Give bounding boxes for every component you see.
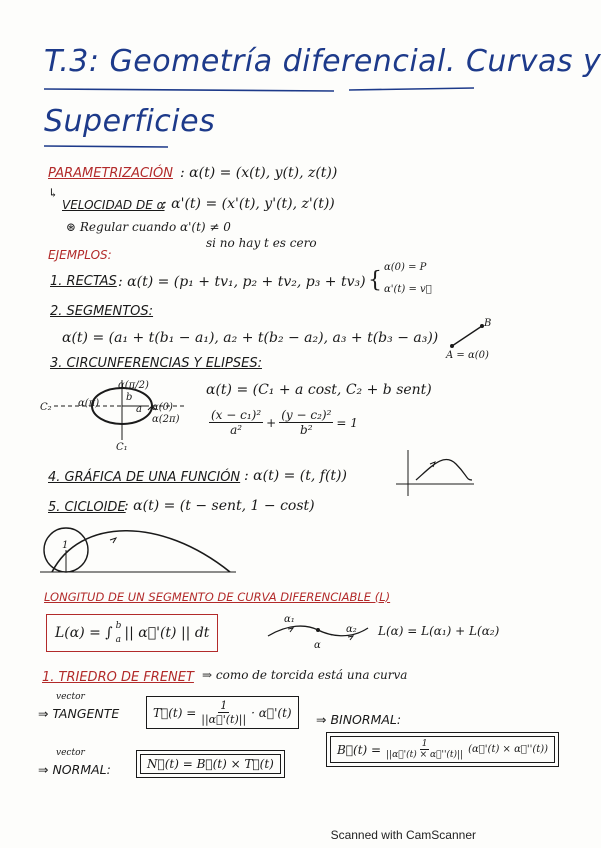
binormal-rhs: (α⃗'(t) × α⃗''(t)) — [468, 744, 549, 755]
longitud-formula-box — [46, 614, 218, 652]
tangente-num: 1 — [220, 699, 228, 712]
parametrizacion-formula: : α(t) = (x(t), y(t), z(t)) — [180, 165, 338, 181]
velocidad-formula: : α'(t) = (x'(t), y'(t), z'(t)) — [162, 196, 335, 212]
regular-note: si no hay t es cero — [206, 236, 317, 250]
ellipse-frac-1 — [209, 408, 263, 437]
scanner-watermark: Scanned with CamScanner — [330, 828, 476, 842]
grafica-formula: : α(t) = (t, f(t)) — [244, 468, 347, 484]
ejemplos-label: EJEMPLOS: — [48, 248, 112, 262]
segmentos-label-text: 2. SEGMENTOS: — [50, 304, 154, 319]
segment-point-b: B — [484, 318, 492, 329]
corner-arrow-icon: ↳ — [48, 186, 59, 200]
function-graph — [396, 450, 476, 498]
ellipse-label-right2: α(2π) — [152, 414, 180, 425]
page-title-line2: Superficies — [44, 104, 216, 139]
tangente-rhs: · α⃗'(t) — [251, 705, 292, 720]
binormal-label: ⇒ BINORMAL: — [316, 712, 402, 727]
circunferencias-formula: α(t) = (C₁ + a cost, C₂ + b sent) — [206, 382, 432, 398]
ellipse-frac-2 — [279, 408, 333, 437]
title-underline-1 — [44, 86, 484, 94]
curve-alpha: α — [314, 640, 321, 651]
rectas-formula: : α(t) = (p₁ + tv₁, p₂ + tv₂, p₃ + tv₃) — [118, 274, 366, 290]
normal-formula-box — [140, 754, 281, 774]
rectas-label — [50, 274, 117, 289]
cicloide-formula: : α(t) = (t − sent, 1 − cost) — [124, 498, 315, 514]
ellipse-plus: + — [266, 415, 277, 430]
binormal-den: ||α⃗'(t) × α⃗''(t)|| — [386, 750, 464, 760]
frenet-label: 1. TRIEDRO DE FRENET — [42, 670, 194, 685]
ellipse-label-c1: C₁ — [116, 442, 128, 453]
binormal-lhs: B⃗(t) = — [337, 742, 382, 757]
ellipse-label-b: b — [126, 392, 133, 403]
cycloid-radius: 1 — [62, 540, 69, 551]
page-title-line1: T.3: Geometría diferencial. Curvas y — [44, 44, 601, 79]
segmentos-label — [50, 304, 153, 319]
integral-lower: a — [115, 635, 121, 645]
brace-icon: { — [368, 268, 382, 293]
normal-pre: vector — [56, 748, 85, 758]
ellipse-frac-1-den: a² — [230, 423, 243, 437]
normal-label: ⇒ NORMAL: — [38, 762, 111, 777]
segment-point-a: A = α(0) — [446, 350, 489, 361]
ellipse-label-c2: C₂ — [40, 402, 52, 413]
longitud-label: LONGITUD DE UN SEGMENTO DE CURVA DIFERENCIABLE (L) — [44, 590, 391, 604]
longitud-formula-rhs: || α⃗'(t) || dt — [124, 625, 210, 641]
velocidad-label: VELOCIDAD DE α — [62, 198, 165, 212]
ellipse-frac-2-num: (y − c₂)² — [281, 408, 332, 422]
curve-alpha2: α₂ — [346, 624, 357, 635]
parametrizacion-label: PARAMETRIZACIÓN — [48, 166, 173, 181]
ellipse-label-a: a — [136, 404, 142, 415]
longitud-formula-lhs: L(α) = ∫ — [55, 625, 113, 641]
tangente-formula-box — [146, 696, 299, 729]
regular-text: ⊛ Regular cuando α'(t) ≠ 0 — [66, 220, 231, 234]
binormal-num: 1 — [421, 739, 428, 749]
segmentos-formula: α(t) = (a₁ + t(b₁ − a₁), a₂ + t(b₂ − a₂), a₃ + t(b₃ − a₃)) — [62, 330, 439, 346]
normal-formula: N⃗(t) = B⃗(t) × T⃗(t) — [147, 757, 274, 771]
ellipse-frac-1-num: (x − c₁)² — [211, 408, 262, 422]
ellipse-label-right: α(0) — [152, 402, 173, 413]
ellipse-equals: = 1 — [336, 415, 358, 430]
ellipse-frac-2-den: b² — [300, 423, 313, 437]
grafica-label-text: 4. GRÁFICA DE UNA FUNCIÓN — [48, 470, 241, 485]
tangente-den: ||α⃗'(t)|| — [201, 713, 247, 726]
integral-limits — [116, 619, 122, 647]
cicloide-label-text: 5. CICLOIDE — [48, 500, 126, 515]
rectas-label-text: 1. RECTAS — [50, 274, 117, 289]
frenet-desc: ⇒ como de torcida está una curva — [202, 668, 408, 682]
cicloide-label — [48, 500, 126, 515]
ellipse-equation — [206, 408, 358, 437]
ellipse-label-left: α(π) — [78, 398, 100, 409]
circunferencias-label-text: 3. CIRCUNFERENCIAS Y ELIPSES: — [50, 356, 262, 371]
integral-upper: b — [115, 621, 122, 631]
ellipse-label-top: α(π/2) — [118, 380, 149, 391]
tangente-pre: vector — [56, 692, 85, 702]
longitud-sum: L(α) = L(α₁) + L(α₂) — [378, 624, 500, 638]
title-underline-2 — [44, 144, 184, 150]
grafica-label — [48, 470, 240, 485]
binormal-formula-box — [330, 736, 555, 763]
curve-alpha1: α₁ — [284, 614, 295, 625]
rectas-cond1: α(0) = P — [384, 262, 427, 273]
binormal-frac — [384, 739, 465, 760]
circunferencias-label — [50, 356, 262, 371]
cycloid-diagram — [40, 522, 240, 576]
rectas-cond2: α'(t) = v⃗ — [384, 284, 432, 295]
tangente-label: ⇒ TANGENTE — [38, 706, 120, 721]
tangente-lhs: T⃗(t) = — [153, 705, 197, 720]
tangente-frac — [199, 699, 248, 726]
